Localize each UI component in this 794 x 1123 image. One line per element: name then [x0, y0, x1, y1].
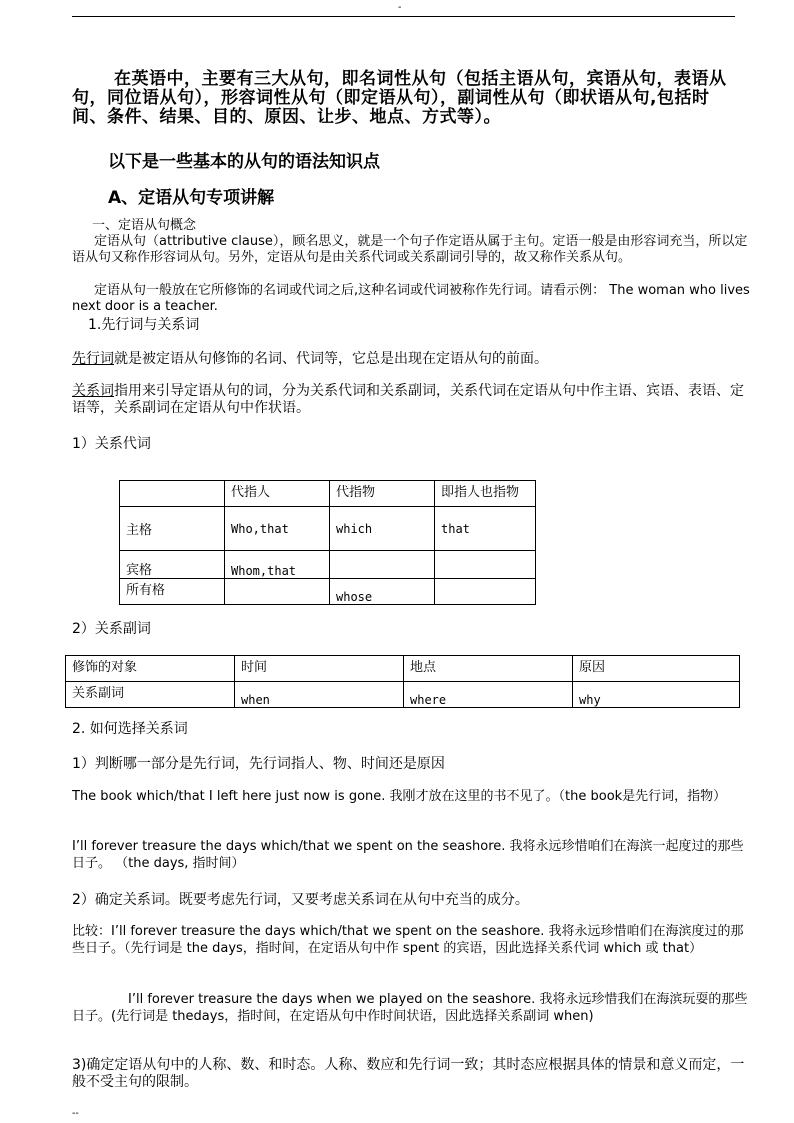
table-row	[120, 579, 536, 605]
table-cell: 代指物	[330, 481, 435, 507]
example-2: I’ll forever treasure the days which/that we spent on the seashore. 我将永远珍惜咱们在海滨一起度过的那些日子。 （the days, 指时间）	[72, 839, 744, 871]
subheading-antecedent-relative: 1.先行词与关系词	[88, 317, 200, 333]
table-row	[120, 481, 536, 507]
table-cell: 代指人	[225, 481, 330, 507]
term-relative-word: 关系词	[72, 383, 114, 399]
intro-paragraph: 在英语中，主要有三大从句，即名词性从句（包括主语从句，宾语从句，表语从句，同位语从句），形容词性从句（即定语从句），副词性从句（即状语从句,包括时间、条件、结果、目的、原因、让步、地点、方式等）。	[72, 69, 727, 127]
table-cell: when	[235, 682, 404, 708]
header-mark: -	[398, 2, 402, 13]
table-row	[66, 682, 740, 708]
relative-pronoun-title: 1）关系代词	[72, 436, 151, 452]
relative-adverb-title: 2）关系副词	[72, 621, 151, 637]
table-cell: 所有格	[120, 579, 225, 605]
table-row	[120, 507, 536, 551]
table-cell: 主格	[120, 507, 225, 551]
table-cell: 地点	[404, 656, 573, 682]
table-cell: which	[330, 507, 435, 551]
table-cell: where	[404, 682, 573, 708]
comparison-1: 比较：I’ll forever treasure the days which/that we spent on the seashore. 我将永远珍惜咱们在海滨度过的那些日子。（先行词是 the days，指时间，在定语从句中作 spent 的宾语，因此选择关系代词 which 或 that）	[72, 924, 744, 956]
table-cell: 修饰的对象	[66, 656, 235, 682]
antecedent-definition	[72, 348, 548, 368]
table-cell	[120, 481, 225, 507]
relative-adverb-table	[65, 655, 740, 708]
table-cell: why	[573, 682, 740, 708]
table-cell: that	[435, 507, 536, 551]
concept-paragraph-1: 定语从句（attributive clause），顾名思义，就是一个句子作定语从属于主句。定语一般是由形容词充当，所以定语从句又称作形容词从句。另外，定语从句是由关系代词或关系副词引导的，故又称作关系从句。	[72, 234, 748, 265]
example-1: The book which/that I left here just now is gone. 我刚才放在这里的书不见了。（the book是先行词，指物）	[72, 789, 727, 804]
table-cell: 原因	[573, 656, 740, 682]
table-cell: 关系副词	[66, 682, 235, 708]
relative-pronoun-table	[119, 480, 536, 605]
section-title-concept: 一、定语从句概念	[92, 218, 197, 233]
table-cell	[225, 579, 330, 605]
table-cell: 时间	[235, 656, 404, 682]
relative-word-definition	[72, 383, 752, 417]
table-cell	[330, 551, 435, 579]
relative-word-text: 指用来引导定语从句的词，分为关系代词和关系副词，关系代词在定语从句中作主语、宾语、表语、定语等，关系副词在定语从句中作状语。	[72, 383, 744, 416]
heading-attributive-clause: A、定语从句专项讲解	[108, 188, 275, 208]
table-cell	[435, 579, 536, 605]
subheading-choose-relative: 2. 如何选择关系词	[72, 721, 188, 737]
step-2: 2）确定关系词。既要考虑先行词，又要考虑关系词在从句中充当的成分。	[72, 892, 529, 908]
table-cell: Whom,that	[225, 551, 330, 579]
step-3: 3)确定定语从句中的人称、数、和时态。人称、数应和先行词一致；其时态应根据具体的情景和意义而定，一般不受主句的限制。	[72, 1057, 745, 1090]
table-row	[120, 551, 536, 579]
step-1: 1）判断哪一部分是先行词，先行词指人、物、时间还是原因	[72, 756, 445, 772]
comparison-2: I’ll forever treasure the days when we played on the seashore. 我将永远珍惜我们在海滨玩耍的那些日子。(先行词是 thedays，指时间，在定语从句中作时间状语，因此选择关系副词 when)	[72, 992, 748, 1024]
antecedent-text: 就是被定语从句修饰的名词、代词等，它总是出现在定语从句的前面。	[114, 351, 548, 367]
footer-mark: --	[72, 1108, 79, 1119]
table-cell: 宾格	[120, 551, 225, 579]
header-rule	[72, 16, 735, 17]
concept-paragraph-2: 定语从句一般放在它所修饰的名词或代词之后,这种名词或代词被称作先行词。请看示例： The woman who lives next door is a teacher.	[72, 283, 750, 314]
term-antecedent: 先行词	[72, 351, 114, 367]
table-row	[66, 656, 740, 682]
heading-basic-points: 以下是一些基本的从句的语法知识点	[108, 152, 380, 172]
table-cell: whose	[330, 579, 435, 605]
table-cell: Who,that	[225, 507, 330, 551]
table-cell	[435, 551, 536, 579]
table-cell: 即指人也指物	[435, 481, 536, 507]
